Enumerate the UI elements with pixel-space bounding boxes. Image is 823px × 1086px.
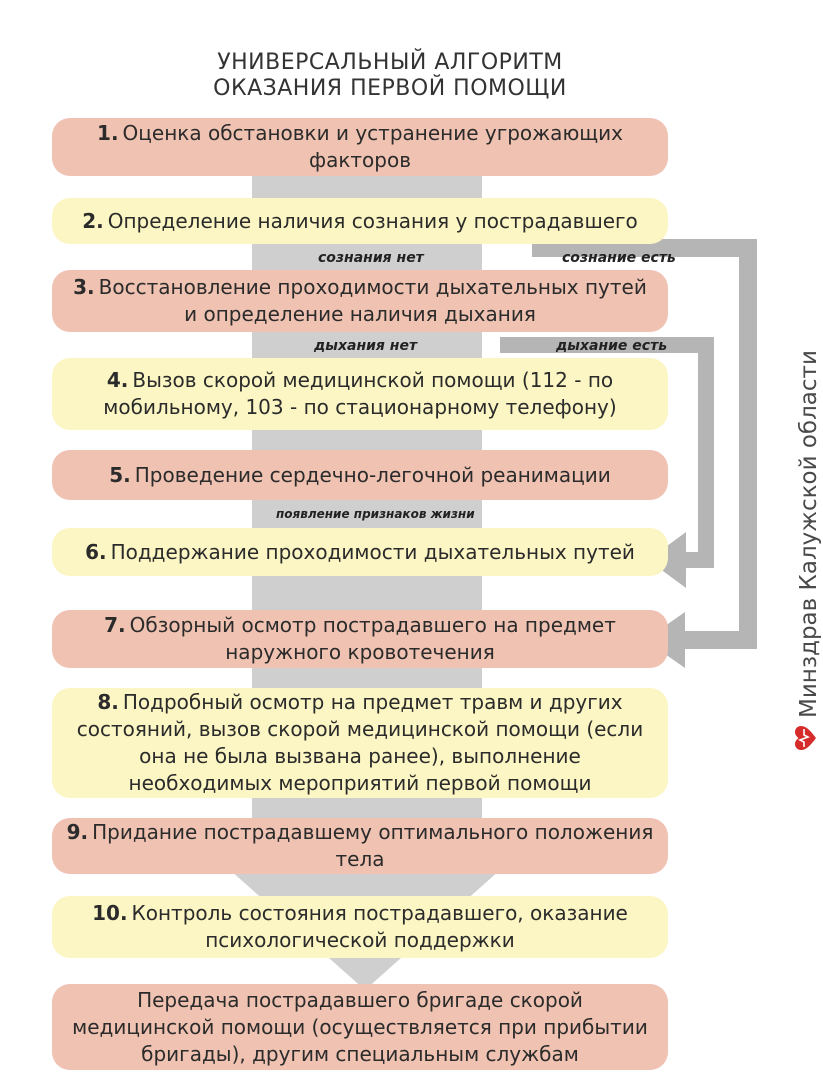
step-3-text: Восстановление проходимости дыхательных путей и определение наличия дыхания bbox=[98, 275, 647, 326]
step-6 bbox=[52, 528, 668, 576]
step-10-text: Контроль состояния пострадавшего, оказание психологической поддержки bbox=[131, 901, 628, 952]
title-line-1: УНИВЕРСАЛЬНЫЙ АЛГОРИТМ bbox=[217, 50, 563, 75]
branch-signs-of-life: появление признаков жизни bbox=[276, 507, 475, 521]
branch-no-consciousness: сознания нет bbox=[318, 250, 424, 266]
step-7 bbox=[52, 610, 668, 668]
step-9 bbox=[52, 818, 668, 874]
step-3-number: 3. bbox=[73, 275, 95, 299]
step-2-text: Определение наличия сознания у пострадавшего bbox=[107, 208, 638, 233]
title-line-2: ОКАЗАНИЯ ПЕРВОЙ ПОМОЩИ bbox=[213, 76, 567, 101]
step-7-number: 7. bbox=[104, 613, 126, 637]
step-10-number: 10. bbox=[92, 901, 128, 925]
step-final bbox=[52, 984, 668, 1070]
step-4 bbox=[52, 358, 668, 430]
step-5 bbox=[52, 450, 668, 500]
step-6-number: 6. bbox=[85, 539, 107, 564]
step-9-number: 9. bbox=[66, 820, 89, 844]
step-4-text: Вызов скорой медицинской помощи (112 - по мобильному, 103 - по стационарному телефону) bbox=[103, 368, 617, 419]
heart-icon bbox=[795, 726, 823, 750]
step-3 bbox=[52, 270, 668, 332]
step-10 bbox=[52, 896, 668, 958]
step-2 bbox=[52, 198, 668, 244]
step-5-text: Проведение сердечно-легочной реанимации bbox=[134, 462, 611, 487]
step-1-text: Оценка обстановки и устранение угрожающих факторов bbox=[122, 121, 623, 172]
step-2-number: 2. bbox=[82, 208, 104, 233]
step-4-number: 4. bbox=[106, 368, 129, 392]
watermark-text: Минздрав Калужской области bbox=[796, 350, 822, 718]
step-6-text: Поддержание проходимости дыхательных путей bbox=[110, 539, 635, 564]
step-9-text: Придание пострадавшему оптимального положения тела bbox=[92, 820, 654, 871]
step-1-number: 1. bbox=[97, 121, 119, 145]
branch-breathing: дыхание есть bbox=[556, 338, 668, 354]
branch-no-breathing: дыхания нет bbox=[314, 338, 418, 354]
watermark bbox=[795, 350, 823, 750]
step-final-text: Передача пострадавшего бригаде скорой медицинской помощи (осуществляется при прибытии бригады), другим специальным службам bbox=[72, 987, 648, 1066]
step-7-text: Обзорный осмотр пострадавшего на предмет наружного кровотечения bbox=[129, 613, 616, 664]
step-1 bbox=[52, 118, 668, 176]
step-8-number: 8. bbox=[97, 690, 119, 714]
step-5-number: 5. bbox=[109, 462, 131, 487]
branch-consciousness: сознание есть bbox=[562, 250, 676, 266]
step-8 bbox=[52, 688, 668, 798]
step-8-text: Подробный осмотр на предмет травм и других состояний, вызов скорой медицинской помощи (если она не была вызвана ранее), выполнение необходимых мероприятий первой помощи bbox=[76, 690, 644, 795]
